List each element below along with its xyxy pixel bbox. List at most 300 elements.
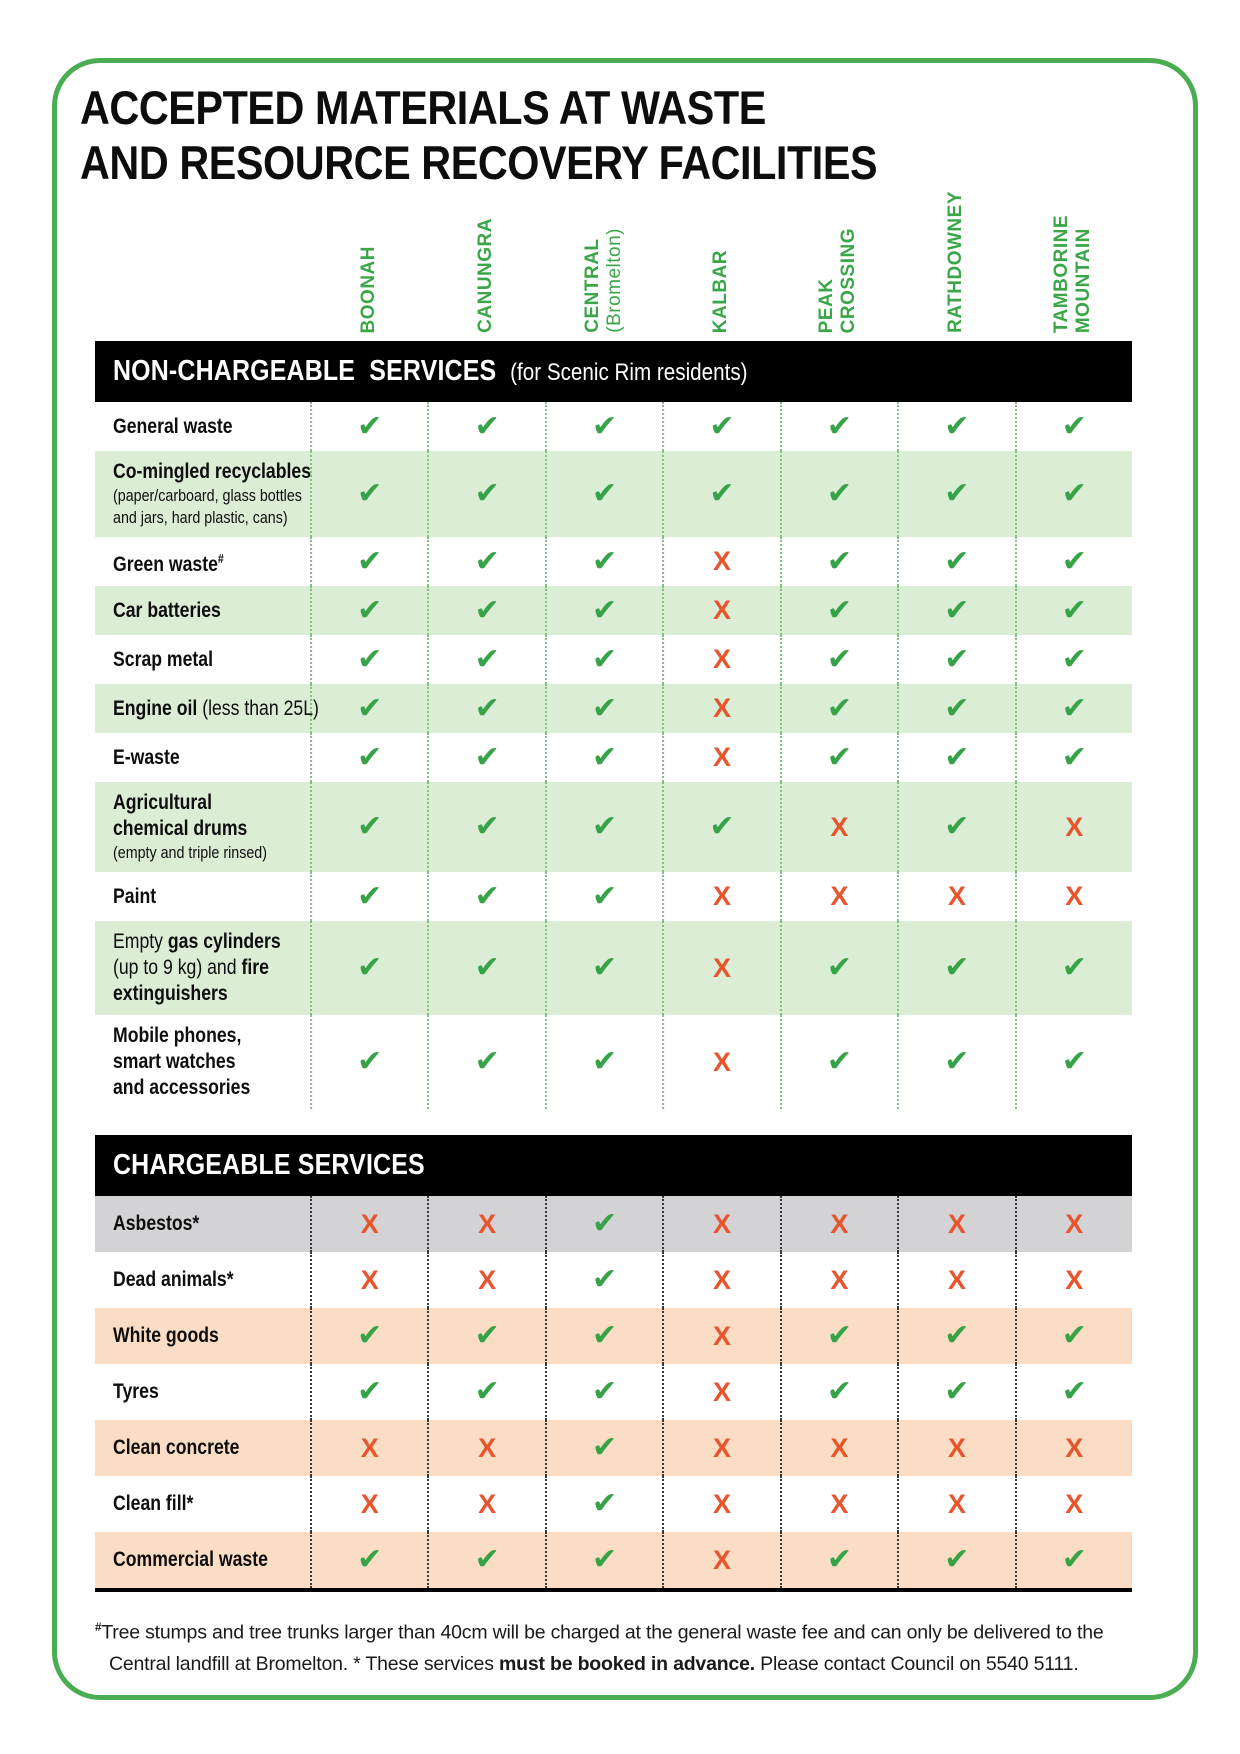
- cell-general-waste-canungra: [427, 402, 544, 451]
- check-icon: ✔: [826, 1318, 852, 1353]
- check-icon: ✔: [591, 592, 618, 628]
- text-segment: Mobile phones,: [113, 1024, 242, 1047]
- cell-empty-gas-cylinders-fire-extinguishers-peak-crossing: [780, 921, 897, 1015]
- check-icon: ✔: [357, 809, 383, 844]
- cell-engine-oil-tamborine-mountain: [1015, 684, 1132, 733]
- check-icon: ✔: [826, 641, 852, 677]
- cell-paint-tamborine-mountain: [1015, 872, 1132, 921]
- cell-tyres-rathdowney: [897, 1364, 1014, 1420]
- cell-paint-rathdowney: [897, 872, 1014, 921]
- check-icon: ✔: [591, 543, 618, 579]
- cross-icon: X: [360, 1432, 379, 1463]
- text-segment: #: [217, 551, 224, 566]
- cell-white-goods-boonah: [310, 1308, 427, 1364]
- text-segment: and jars, hard plastic, cans): [113, 508, 288, 527]
- check-icon: ✔: [474, 408, 500, 444]
- check-icon: ✔: [709, 476, 735, 511]
- text-segment: chemical drums: [113, 817, 248, 840]
- cross-icon: X: [1065, 1208, 1084, 1239]
- check-icon: ✔: [474, 543, 500, 579]
- text-segment: and accessories: [113, 1076, 251, 1099]
- cell-empty-gas-cylinders-fire-extinguishers-canungra: [427, 921, 544, 1015]
- cell-green-waste-peak-crossing: [780, 537, 897, 586]
- check-icon: ✔: [826, 543, 852, 579]
- row-label-line: [113, 981, 275, 1007]
- column-header-peak-crossing: [816, 228, 860, 333]
- check-icon: ✔: [1061, 739, 1087, 775]
- row-label: [95, 1532, 310, 1588]
- check-icon: ✔: [944, 1542, 970, 1577]
- text-segment: smart watches: [113, 1050, 236, 1073]
- text-segment: Empty: [113, 930, 168, 953]
- cell-co-mingled-recyclables-tamborine-mountain: [1015, 451, 1132, 537]
- cross-icon: X: [712, 1264, 731, 1295]
- check-icon: ✔: [591, 476, 618, 511]
- cell-scrap-metal-canungra: [427, 635, 544, 684]
- title-line-2: AND RESOURCE RECOVERY FACILITIES: [80, 136, 878, 189]
- column-headers: [95, 170, 1132, 333]
- check-icon: ✔: [474, 1374, 500, 1409]
- cell-scrap-metal-peak-crossing: [780, 635, 897, 684]
- check-icon: ✔: [944, 1318, 970, 1353]
- cell-clean-concrete-rathdowney: [897, 1420, 1014, 1476]
- text-segment: (less than 25L): [197, 696, 319, 720]
- check-icon: ✔: [1061, 1044, 1087, 1079]
- check-icon: ✔: [357, 1374, 383, 1409]
- row-label-line: [113, 955, 275, 981]
- check-icon: ✔: [944, 950, 970, 985]
- check-icon: ✔: [591, 1542, 618, 1577]
- cell-car-batteries-canungra: [427, 586, 544, 635]
- cell-scrap-metal-boonah: [310, 635, 427, 684]
- check-icon: ✔: [474, 476, 500, 511]
- check-icon: ✔: [357, 408, 383, 444]
- check-icon: ✔: [826, 408, 852, 444]
- section-bar-text: [113, 1149, 425, 1182]
- row-label-line: [113, 696, 319, 722]
- cross-icon: X: [712, 693, 731, 723]
- row-label: [95, 537, 310, 586]
- cell-paint-central: [545, 872, 662, 921]
- check-icon: ✔: [357, 690, 383, 726]
- cell-e-waste-kalbar: [662, 733, 779, 782]
- check-icon: ✔: [709, 408, 735, 444]
- cross-icon: X: [830, 881, 849, 911]
- cell-commercial-waste-central: [545, 1532, 662, 1588]
- check-icon: ✔: [709, 809, 735, 844]
- cross-icon: X: [1065, 811, 1084, 842]
- row-label: [95, 1015, 310, 1109]
- cell-paint-kalbar: [662, 872, 779, 921]
- cross-icon: X: [712, 1320, 731, 1351]
- table-row-paint: [95, 872, 1132, 921]
- section-bar-text: [113, 355, 748, 388]
- cell-green-waste-canungra: [427, 537, 544, 586]
- row-label: [95, 684, 319, 733]
- check-icon: ✔: [357, 739, 383, 775]
- cross-icon: X: [830, 1488, 849, 1519]
- cell-commercial-waste-canungra: [427, 1532, 544, 1588]
- check-icon: ✔: [591, 878, 618, 914]
- cell-scrap-metal-rathdowney: [897, 635, 1014, 684]
- footnote-text: [95, 1612, 1149, 1680]
- cell-mobile-phones-smart-watches-central: [545, 1015, 662, 1109]
- cell-agricultural-chemical-drums-peak-crossing: [780, 782, 897, 872]
- text-segment: fire: [241, 956, 269, 979]
- cell-clean-concrete-tamborine-mountain: [1015, 1420, 1132, 1476]
- table-row-empty-gas-cylinders-fire-extinguishers: [95, 921, 1132, 1015]
- cell-white-goods-tamborine-mountain: [1015, 1308, 1132, 1364]
- check-icon: ✔: [357, 1318, 383, 1353]
- cross-icon: X: [712, 1208, 731, 1239]
- cell-dead-animals-peak-crossing: [780, 1252, 897, 1308]
- row-label-line: [113, 745, 275, 771]
- cell-commercial-waste-tamborine-mountain: [1015, 1532, 1132, 1588]
- row-label: [95, 733, 310, 782]
- check-icon: ✔: [1061, 1374, 1087, 1409]
- check-icon: ✔: [357, 641, 383, 677]
- text-segment: (empty and triple rinsed): [113, 843, 267, 862]
- section-title-non-chargeable: NON-CHARGEABLE SERVICES: [113, 355, 497, 387]
- cross-icon: X: [712, 742, 731, 772]
- cell-empty-gas-cylinders-fire-extinguishers-rathdowney: [897, 921, 1014, 1015]
- text-segment: Engine oil: [113, 696, 198, 720]
- text-segment: Green waste: [113, 552, 218, 576]
- cell-mobile-phones-smart-watches-kalbar: [662, 1015, 779, 1109]
- text-segment: General waste: [113, 414, 233, 438]
- cell-paint-boonah: [310, 872, 427, 921]
- cell-co-mingled-recyclables-peak-crossing: [780, 451, 897, 537]
- cross-icon: X: [360, 1264, 379, 1295]
- row-label: [95, 921, 310, 1015]
- cell-mobile-phones-smart-watches-rathdowney: [897, 1015, 1014, 1109]
- table-row-commercial-waste: [95, 1532, 1132, 1588]
- cell-scrap-metal-central: [545, 635, 662, 684]
- cell-car-batteries-peak-crossing: [780, 586, 897, 635]
- column-header-line: BOONAH: [357, 245, 379, 333]
- cell-empty-gas-cylinders-fire-extinguishers-kalbar: [662, 921, 779, 1015]
- cell-engine-oil-central: [545, 684, 662, 733]
- cell-dead-animals-kalbar: [662, 1252, 779, 1308]
- check-icon: ✔: [826, 476, 852, 511]
- section-title-chargeable: CHARGEABLE SERVICES: [113, 1149, 425, 1181]
- cell-white-goods-canungra: [427, 1308, 544, 1364]
- text-segment: gas cylinders: [167, 930, 281, 953]
- check-icon: ✔: [1061, 1318, 1087, 1353]
- text-segment: E-waste: [113, 745, 180, 769]
- row-label: [95, 872, 310, 921]
- check-icon: ✔: [591, 1206, 618, 1241]
- section-gap: [95, 1109, 1132, 1135]
- column-header-line: CENTRAL: [581, 238, 603, 333]
- cell-asbestos-tamborine-mountain: [1015, 1196, 1132, 1252]
- check-icon: ✔: [1061, 690, 1087, 726]
- table-row-clean-concrete: [95, 1420, 1132, 1476]
- cell-tyres-canungra: [427, 1364, 544, 1420]
- column-header-line: CANUNGRA: [475, 218, 497, 333]
- table-row-engine-oil: [95, 684, 1132, 733]
- check-icon: ✔: [944, 690, 970, 726]
- table-row-asbestos: [95, 1196, 1132, 1252]
- cross-icon: X: [947, 1432, 966, 1463]
- cell-dead-animals-boonah: [310, 1252, 427, 1308]
- row-label: [95, 1196, 310, 1252]
- row-label: [95, 1308, 310, 1364]
- table-row-tyres: [95, 1364, 1132, 1420]
- row-label: [95, 782, 310, 872]
- cell-asbestos-canungra: [427, 1196, 544, 1252]
- cross-icon: X: [712, 1376, 731, 1407]
- column-header-line: MOUNTAIN: [1073, 228, 1095, 333]
- cell-green-waste-kalbar: [662, 537, 779, 586]
- check-icon: ✔: [474, 950, 500, 985]
- check-icon: ✔: [474, 1044, 500, 1079]
- text-segment: Clean concrete: [113, 1436, 240, 1459]
- check-icon: ✔: [474, 739, 500, 775]
- cross-icon: X: [360, 1488, 379, 1519]
- cell-commercial-waste-boonah: [310, 1532, 427, 1588]
- check-icon: ✔: [944, 1044, 970, 1079]
- cell-clean-fill-boonah: [310, 1476, 427, 1532]
- cell-dead-animals-tamborine-mountain: [1015, 1252, 1132, 1308]
- cell-clean-fill-peak-crossing: [780, 1476, 897, 1532]
- cell-engine-oil-peak-crossing: [780, 684, 897, 733]
- check-icon: ✔: [944, 1374, 970, 1409]
- cross-icon: X: [1065, 1488, 1084, 1519]
- check-icon: ✔: [591, 1318, 618, 1353]
- row-label-line: [113, 1049, 275, 1075]
- column-header-rathdowney: [945, 191, 967, 333]
- check-icon: ✔: [1061, 950, 1087, 985]
- text-segment: must be booked in advance.: [498, 1652, 755, 1675]
- cell-paint-peak-crossing: [780, 872, 897, 921]
- row-label-line: [113, 647, 275, 673]
- cell-car-batteries-central: [545, 586, 662, 635]
- text-segment: #: [95, 1621, 102, 1634]
- cell-white-goods-peak-crossing: [780, 1308, 897, 1364]
- cell-clean-fill-canungra: [427, 1476, 544, 1532]
- row-label-line: [113, 884, 275, 910]
- check-icon: ✔: [591, 1486, 618, 1521]
- cell-clean-concrete-central: [545, 1420, 662, 1476]
- check-icon: ✔: [474, 809, 500, 844]
- check-icon: ✔: [591, 1044, 618, 1079]
- cell-co-mingled-recyclables-canungra: [427, 451, 544, 537]
- cell-asbestos-boonah: [310, 1196, 427, 1252]
- cell-co-mingled-recyclables-boonah: [310, 451, 427, 537]
- table-row-dead-animals: [95, 1252, 1132, 1308]
- table-row-clean-fill: [95, 1476, 1132, 1532]
- cell-car-batteries-kalbar: [662, 586, 779, 635]
- column-header-line: (Bromelton): [603, 228, 625, 333]
- cell-clean-concrete-boonah: [310, 1420, 427, 1476]
- cross-icon: X: [830, 811, 849, 842]
- row-label-line: [113, 1075, 275, 1101]
- check-icon: ✔: [474, 878, 500, 914]
- check-icon: ✔: [591, 1430, 618, 1465]
- cell-commercial-waste-kalbar: [662, 1532, 779, 1588]
- cross-icon: X: [478, 1264, 497, 1295]
- cell-clean-concrete-canungra: [427, 1420, 544, 1476]
- row-label-line: [113, 842, 275, 864]
- check-icon: ✔: [474, 1542, 500, 1577]
- check-icon: ✔: [944, 809, 970, 844]
- check-icon: ✔: [357, 950, 383, 985]
- cross-icon: X: [712, 1544, 731, 1575]
- row-label-line: [113, 1267, 275, 1293]
- cell-green-waste-rathdowney: [897, 537, 1014, 586]
- cell-mobile-phones-smart-watches-peak-crossing: [780, 1015, 897, 1109]
- row-label-line: [113, 459, 312, 485]
- cell-clean-fill-rathdowney: [897, 1476, 1014, 1532]
- check-icon: ✔: [591, 1262, 618, 1297]
- cross-icon: X: [830, 1264, 849, 1295]
- table-row-white-goods: [95, 1308, 1132, 1364]
- facilities-table: [95, 341, 1132, 1592]
- cell-clean-concrete-kalbar: [662, 1420, 779, 1476]
- text-segment: Tyres: [113, 1380, 159, 1403]
- cell-car-batteries-tamborine-mountain: [1015, 586, 1132, 635]
- row-label-line: [113, 507, 288, 529]
- table-row-general-waste: [95, 402, 1132, 451]
- section-non-chargeable: [95, 402, 1132, 1109]
- cell-general-waste-tamborine-mountain: [1015, 402, 1132, 451]
- check-icon: ✔: [591, 739, 618, 775]
- row-label-line: [113, 816, 275, 842]
- cell-general-waste-rathdowney: [897, 402, 1014, 451]
- row-label-line: [113, 414, 275, 440]
- row-label-line: [113, 1435, 275, 1461]
- cell-tyres-peak-crossing: [780, 1364, 897, 1420]
- column-header-line: KALBAR: [710, 249, 731, 333]
- text-segment: Clean fill*: [113, 1492, 194, 1515]
- cell-asbestos-kalbar: [662, 1196, 779, 1252]
- check-icon: ✔: [826, 950, 852, 985]
- check-icon: ✔: [591, 408, 618, 444]
- check-icon: ✔: [944, 476, 970, 511]
- text-segment: Please contact Council on 5540 5111.: [754, 1652, 1079, 1675]
- text-segment: Paint: [113, 884, 157, 908]
- cell-dead-animals-canungra: [427, 1252, 544, 1308]
- cross-icon: X: [712, 595, 731, 625]
- check-icon: ✔: [826, 739, 852, 775]
- cell-e-waste-rathdowney: [897, 733, 1014, 782]
- cell-general-waste-peak-crossing: [780, 402, 897, 451]
- cell-agricultural-chemical-drums-central: [545, 782, 662, 872]
- cell-green-waste-boonah: [310, 537, 427, 586]
- cell-empty-gas-cylinders-fire-extinguishers-boonah: [310, 921, 427, 1015]
- cell-car-batteries-rathdowney: [897, 586, 1014, 635]
- cell-e-waste-tamborine-mountain: [1015, 733, 1132, 782]
- cell-engine-oil-boonah: [310, 684, 427, 733]
- text-segment: Scrap metal: [113, 647, 214, 671]
- cell-clean-fill-central: [545, 1476, 662, 1532]
- row-label-line: [113, 546, 275, 578]
- cell-mobile-phones-smart-watches-canungra: [427, 1015, 544, 1109]
- cross-icon: X: [478, 1432, 497, 1463]
- row-label: [95, 1364, 310, 1420]
- row-label-line: [113, 1491, 275, 1517]
- check-icon: ✔: [474, 690, 500, 726]
- table-row-co-mingled-recyclables: [95, 451, 1132, 537]
- cross-icon: X: [830, 1208, 849, 1239]
- check-icon: ✔: [826, 1044, 852, 1079]
- row-label-line: [113, 1547, 275, 1573]
- cell-e-waste-peak-crossing: [780, 733, 897, 782]
- cell-white-goods-central: [545, 1308, 662, 1364]
- check-icon: ✔: [591, 690, 618, 726]
- check-icon: ✔: [474, 592, 500, 628]
- cross-icon: X: [712, 952, 731, 983]
- cell-general-waste-boonah: [310, 402, 427, 451]
- cell-green-waste-central: [545, 537, 662, 586]
- check-icon: ✔: [944, 641, 970, 677]
- cell-mobile-phones-smart-watches-tamborine-mountain: [1015, 1015, 1132, 1109]
- cell-empty-gas-cylinders-fire-extinguishers-central: [545, 921, 662, 1015]
- row-label-line: [113, 790, 275, 816]
- row-label: [95, 1252, 310, 1308]
- check-icon: ✔: [826, 1542, 852, 1577]
- cross-icon: X: [712, 881, 731, 911]
- check-icon: ✔: [944, 592, 970, 628]
- text-segment: (up to 9 kg) and: [113, 956, 242, 979]
- cell-asbestos-peak-crossing: [780, 1196, 897, 1252]
- text-segment: Car batteries: [113, 598, 221, 622]
- check-icon: ✔: [1061, 1542, 1087, 1577]
- cell-green-waste-tamborine-mountain: [1015, 537, 1132, 586]
- title-line-1: ACCEPTED MATERIALS AT WASTE: [80, 81, 766, 134]
- cross-icon: X: [1065, 1264, 1084, 1295]
- row-label-line: [113, 485, 302, 507]
- cross-icon: X: [712, 1432, 731, 1463]
- text-segment: White goods: [113, 1324, 219, 1347]
- row-label-line: [113, 598, 275, 624]
- cell-tyres-boonah: [310, 1364, 427, 1420]
- cell-agricultural-chemical-drums-rathdowney: [897, 782, 1014, 872]
- cell-scrap-metal-tamborine-mountain: [1015, 635, 1132, 684]
- cell-general-waste-central: [545, 402, 662, 451]
- check-icon: ✔: [591, 950, 618, 985]
- check-icon: ✔: [826, 1374, 852, 1409]
- cell-tyres-central: [545, 1364, 662, 1420]
- cross-icon: X: [712, 644, 731, 674]
- check-icon: ✔: [357, 592, 383, 628]
- cell-commercial-waste-rathdowney: [897, 1532, 1014, 1588]
- table-row-e-waste: [95, 733, 1132, 782]
- cell-paint-canungra: [427, 872, 544, 921]
- cross-icon: X: [947, 881, 966, 911]
- cell-agricultural-chemical-drums-boonah: [310, 782, 427, 872]
- cross-icon: X: [947, 1488, 966, 1519]
- row-label: [95, 451, 310, 537]
- column-header-boonah: [358, 246, 380, 333]
- cross-icon: X: [1065, 881, 1084, 911]
- text-segment: Asbestos*: [113, 1212, 200, 1235]
- check-icon: ✔: [591, 1374, 618, 1409]
- column-header-line: PEAK: [816, 278, 838, 333]
- check-icon: ✔: [357, 476, 383, 511]
- table-row-scrap-metal: [95, 635, 1132, 684]
- cell-agricultural-chemical-drums-canungra: [427, 782, 544, 872]
- cell-tyres-kalbar: [662, 1364, 779, 1420]
- column-header-central: [582, 228, 626, 333]
- check-icon: ✔: [826, 592, 852, 628]
- cell-empty-gas-cylinders-fire-extinguishers-tamborine-mountain: [1015, 921, 1132, 1015]
- cell-dead-animals-central: [545, 1252, 662, 1308]
- table-row-mobile-phones-smart-watches: [95, 1015, 1132, 1109]
- cell-asbestos-rathdowney: [897, 1196, 1014, 1252]
- cell-clean-fill-kalbar: [662, 1476, 779, 1532]
